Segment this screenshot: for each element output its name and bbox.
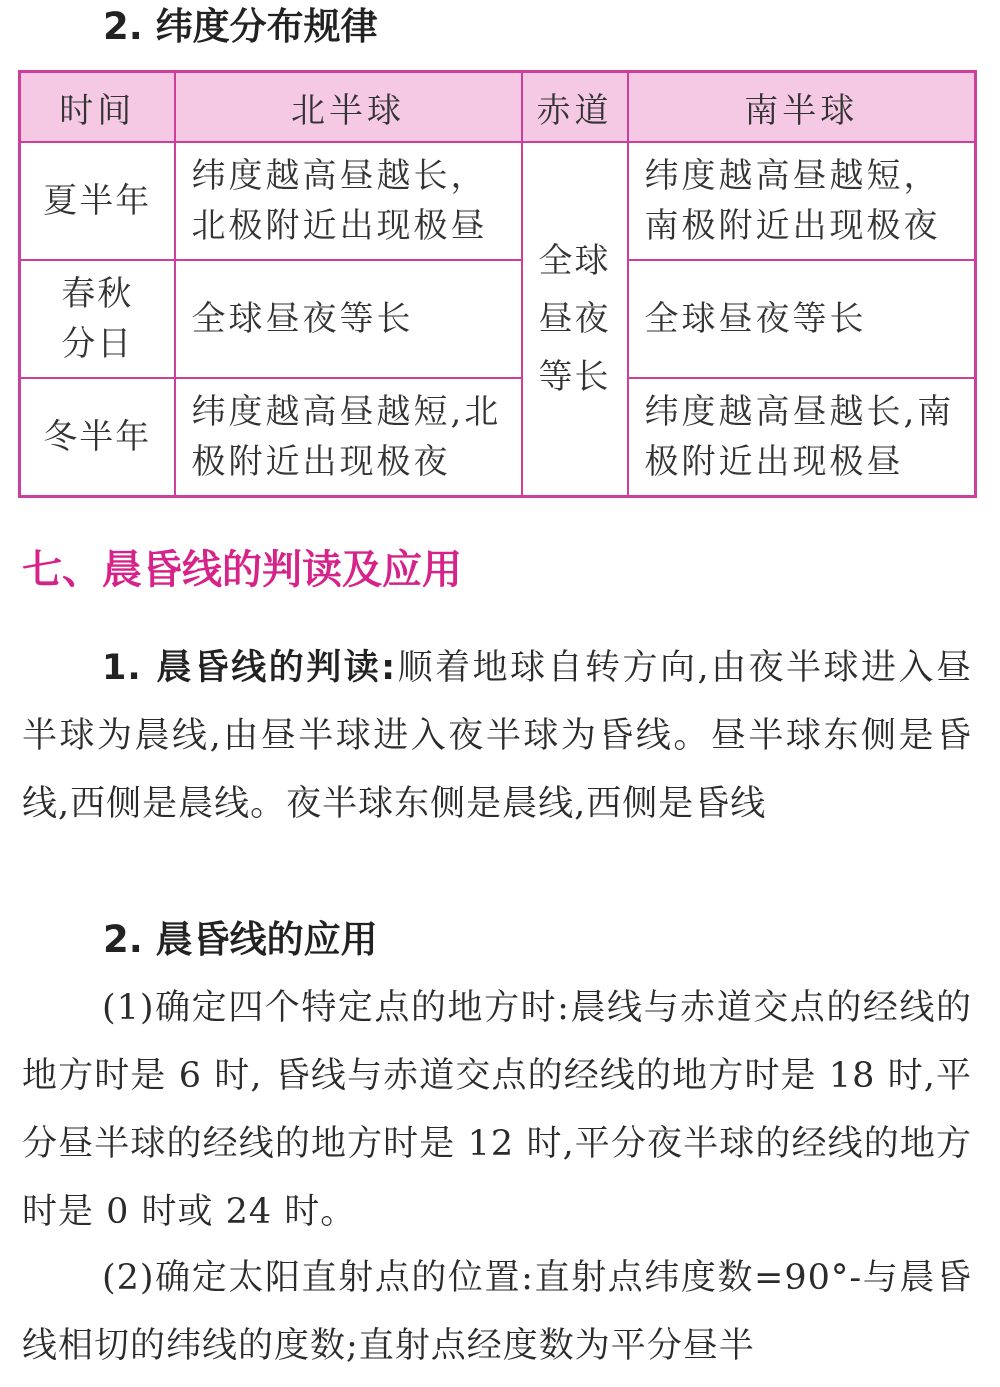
table-row xyxy=(20,260,976,378)
determination-lead: 1. 晨昏线的判读: xyxy=(102,648,397,688)
latitude-distribution-heading: 2. 纬度分布规律 xyxy=(103,5,378,48)
header-time: 时间 xyxy=(20,72,175,143)
northern-cell: 纬度越高昼越长，北极附近出现极昼 xyxy=(175,142,522,260)
period-text: 春秋分日 xyxy=(61,274,134,365)
table-row xyxy=(20,142,976,260)
southern-cell: 纬度越高昼越短，南极附近出现极夜 xyxy=(628,142,976,260)
northern-cell: 全球昼夜等长 xyxy=(175,260,522,378)
table-row xyxy=(20,378,976,496)
equator-text: 全球昼夜等长 xyxy=(538,241,611,397)
period-cell: 冬半年 xyxy=(20,378,175,496)
header-equator: 赤道 xyxy=(522,72,628,143)
special-points-paragraph: (1)确定四个特定点的地方时:晨线与赤道交点的经线的地方时是 6 时, 昏线与赤道交点的经线的地方时是 18 时,平分昼半球的经线的地方时是 12 时,平分夜半球的经线的地方时是 0 时或 24 时。 xyxy=(22,988,972,1232)
terminator-determination-paragraph xyxy=(22,634,972,838)
northern-cell: 纬度越高昼越短,北极附近出现极夜 xyxy=(175,378,522,496)
period-cell: 夏半年 xyxy=(20,142,175,260)
header-northern-hemisphere: 北半球 xyxy=(175,72,522,143)
application-heading: 2. 晨昏线的应用 xyxy=(103,918,378,961)
southern-cell: 全球昼夜等长 xyxy=(628,260,976,378)
section-title-terminator: 七、晨昏线的判读及应用 xyxy=(22,547,462,593)
header-southern-hemisphere: 南半球 xyxy=(628,72,976,143)
period-cell xyxy=(20,260,175,378)
determination-text: 顺着地球自转方向,由夜半球进入昼半球为晨线,由昼半球进入夜半球为昏线。昼半球东侧是昏线,西侧是晨线。夜半球东侧是晨线,西侧是昏线 xyxy=(22,648,972,824)
equator-cell xyxy=(522,142,628,497)
subsolar-point-paragraph: (2)确定太阳直射点的位置:直射点纬度数=90°-与晨昏线相切的纬线的度数;直射点经度数为平分昼半 xyxy=(22,1258,972,1366)
day-night-rule-table xyxy=(18,70,977,498)
table-header-row xyxy=(20,72,976,143)
southern-cell: 纬度越高昼越长,南极附近出现极昼 xyxy=(628,378,976,496)
